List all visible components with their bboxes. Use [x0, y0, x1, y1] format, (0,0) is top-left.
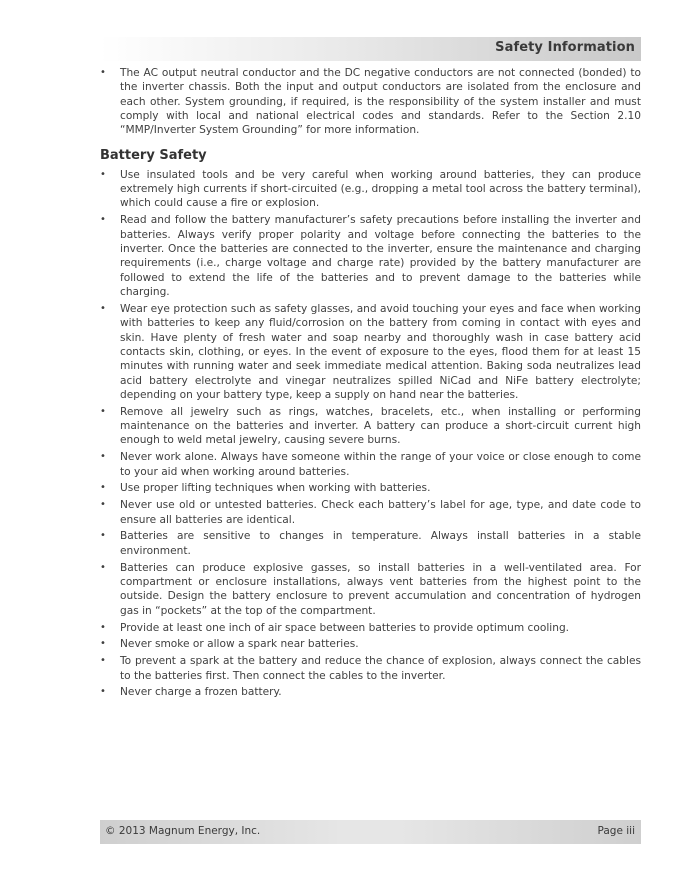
bullet-icon: • [100, 214, 106, 226]
list-item [100, 498, 641, 527]
bullet-icon: • [100, 686, 106, 698]
bullet-icon: • [100, 405, 106, 417]
bullet-icon: • [100, 638, 106, 650]
bullet-icon: • [100, 302, 106, 314]
footer-page-number: Page iii [597, 825, 635, 837]
bullet-icon: • [100, 499, 106, 511]
page-content [100, 66, 641, 702]
bullet-icon: • [100, 67, 106, 78]
list-item [100, 685, 641, 699]
list-item-text: Batteries are sensitive to changes in temperature. Always install batteries in a stable environment. [120, 530, 641, 557]
bullet-icon: • [100, 621, 106, 633]
list-item-text: Batteries can produce explosive gasses, so install batteries in a well-ventilated area. For compartment or enclosure installations, always vent batteries from the highest point to the outside. Design the battery enclosure to prevent accumulation and concentration of hydrogen gas in “pockets” at the top of the compartment. [120, 561, 641, 617]
list-item [100, 561, 641, 618]
list-item-text: Never use old or untested batteries. Check each battery’s label for age, type, and date code to ensure all batteries are identical. [120, 499, 641, 526]
list-item [100, 168, 641, 211]
list-item [100, 621, 641, 635]
list-item [100, 302, 641, 402]
list-item-text: The AC output neutral conductor and the DC negative conductors are not connected (bonded) to the inverter chassis. Both the input and output conductors are isolated from the enclosure and each other. System grounding, if required, is the responsibility of the system installer and must comply with local and national electrical codes and standards. Refer to the Section 2.10 “MMP/Inverter System Grounding” for more information. [120, 67, 641, 137]
list-item-text: Remove all jewelry such as rings, watches, bracelets, etc., when installing or performing maintenance on the batteries and inverter. A battery can produce a short-circuit current high enough to weld metal jewelry, causing severe burns. [120, 405, 641, 447]
header-title: Safety Information [495, 40, 635, 55]
list-item [100, 637, 641, 651]
battery-safety-list [100, 168, 641, 700]
section-title: Battery Safety [100, 147, 207, 163]
list-item-text: Never work alone. Always have someone within the range of your voice or close enough to come to your aid when working around batteries. [120, 451, 641, 478]
bullet-icon: • [100, 655, 106, 667]
list-item-text: Read and follow the battery manufacturer’s safety precautions before installing the inverter and batteries. Always verify proper polarity and voltage before connecting the batteries to the inverter. Once the batteries are connected to the inverter, ensure the maintenance and charging requirements (i.e., charge voltage and charge rate) provided by the battery manufacturer are followed to extend the life of the batteries and to prevent damage to the batteries while charging. [120, 214, 641, 298]
list-item-text: Provide at least one inch of air space between batteries to provide optimum cooling. [120, 621, 570, 634]
list-item-text: Use insulated tools and be very careful when working around batteries, they can produce extremely high currents if short-circuited (e.g., dropping a metal tool across the battery terminal), which could cause a fire or explosion. [120, 168, 641, 210]
bullet-icon: • [100, 482, 106, 494]
page-header [100, 37, 641, 61]
list-item [100, 66, 641, 138]
list-item [100, 481, 641, 495]
list-item [100, 450, 641, 479]
list-item [100, 529, 641, 558]
page-footer [100, 820, 641, 844]
list-item [100, 405, 641, 448]
bullet-icon: • [100, 530, 106, 542]
list-item-text: Never smoke or allow a spark near batteries. [120, 638, 359, 651]
list-item-text: Wear eye protection such as safety glasses, and avoid touching your eyes and face when working with batteries to keep any fluid/corrosion on the battery from coming in contact with eyes and skin. Have plenty of fresh water and soap nearby and thoroughly wash in case battery acid contacts skin, clothing, or eyes. In the event of exposure to the eyes, flood them for at least 15 minutes with running water and seek immediate medical attention. Baking soda neutralizes lead acid battery electrolyte and vinegar neutralizes spilled NiCad and NiFe battery electrolyte; depending on your battery type, keep a supply on hand near the batteries. [120, 302, 641, 401]
list-item-text: Use proper lifting techniques when working with batteries. [120, 482, 431, 495]
bullet-icon: • [100, 451, 106, 463]
list-item [100, 654, 641, 683]
bullet-icon: • [100, 561, 106, 573]
list-item-text: To prevent a spark at the battery and reduce the chance of explosion, always connect the cables to the batteries first. Then connect the cables to the inverter. [120, 655, 641, 682]
intro-list [100, 66, 641, 138]
list-item-text: Never charge a frozen battery. [120, 686, 282, 699]
list-item [100, 213, 641, 299]
bullet-icon: • [100, 168, 106, 180]
footer-copyright: © 2013 Magnum Energy, Inc. [105, 825, 261, 837]
